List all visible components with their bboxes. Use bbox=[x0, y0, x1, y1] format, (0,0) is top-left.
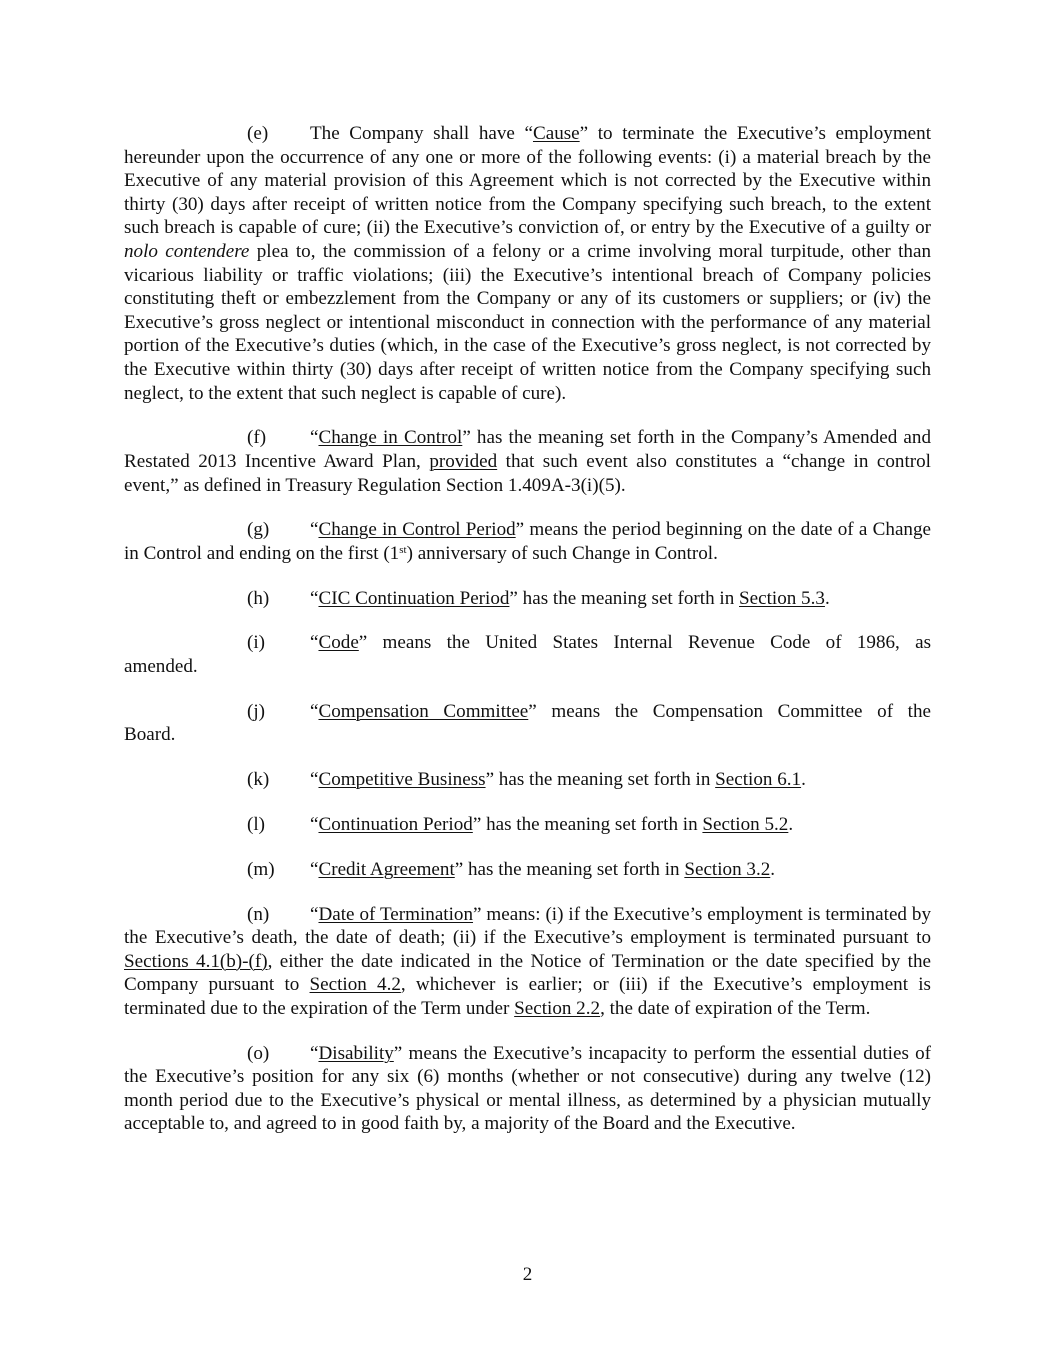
paragraph-g: (g) “Change in Control Period” means the period beginning on the date of a Change in Control and ending on the first (1st) anniversary of such Change in Control. bbox=[124, 519, 931, 564]
defined-term-cause: Cause bbox=[532, 123, 580, 144]
underlined-provided: provided bbox=[429, 450, 498, 472]
item-marker: (l) bbox=[247, 813, 266, 835]
defined-term-compensation-committee: Compensation Committee bbox=[318, 700, 529, 722]
defined-term-credit-agreement: Credit Agreement bbox=[318, 858, 455, 880]
item-marker: (h) bbox=[247, 587, 270, 609]
defined-term-code: Code bbox=[318, 632, 359, 654]
defined-term-cic-continuation-period: CIC Continuation Period bbox=[318, 587, 510, 609]
defined-term-disability: Disability bbox=[318, 1042, 394, 1064]
paragraph-n: (n) “Date of Termination” means: (i) if the Executive’s employment is terminated by the Executive’s death, the date of death; (ii) if the Executive’s employment is terminated pursuant to Sections 4.1(b)-(f), either the date indicated in the Notice of Termination or the date specified by the Company pursuant to Section 4.2, whichever is earlier; or (iii) if the Executive’s employment is terminated due to the expiration of the Term under Section 2.2, the date of expiration of the Term. bbox=[124, 903, 931, 1019]
paragraph-f: (f) “Change in Control” has the meaning set forth in the Company’s Amended and Restated 2013 Incentive Award Plan, provided that such event also constitutes a “change in control event,” as defined in Treasury Regulation Section 1.409A-3(i)(5). bbox=[124, 427, 932, 496]
paragraph-j: (j) “Compensation Committee” means the Compensation Committee of the Board. bbox=[124, 700, 931, 746]
defined-term-continuation-period: Continuation Period bbox=[318, 813, 473, 835]
paragraph-o: (o) “Disability” means the Executive’s incapacity to perform the essential duties of the Executive’s position for any six (6) months (whether or not consecutive) during any twelve (12) month period due to the Executive’s physical or mental illness, as determined by a physician mutually acceptable to, and agreed to in good faith by, a majority of the Board and the Executive. bbox=[124, 1042, 931, 1135]
italic-phrase: nolo contendere bbox=[124, 240, 250, 262]
section-reference[interactable]: Sections 4.1(b)-(f) bbox=[124, 950, 268, 972]
paragraph-l: (l) “Continuation Period” has the meaning set forth in Section 5.2. bbox=[247, 813, 794, 835]
paragraph-m: (m) “Credit Agreement” has the meaning set forth in Section 3.2. bbox=[247, 858, 776, 880]
section-reference[interactable]: Section 4.2 bbox=[309, 974, 401, 996]
defined-term-change-in-control-period: Change in Control Period bbox=[318, 519, 516, 541]
section-reference[interactable]: Section 3.2 bbox=[684, 858, 771, 880]
item-marker: (n) bbox=[247, 903, 270, 925]
item-marker: (e) bbox=[247, 123, 269, 144]
item-marker: (f) bbox=[247, 427, 267, 449]
section-reference[interactable]: Section 2.2 bbox=[514, 997, 601, 1019]
defined-term-competitive-business: Competitive Business bbox=[318, 769, 486, 791]
defined-term-date-of-termination: Date of Termination bbox=[318, 903, 474, 925]
page-number: 2 bbox=[522, 1264, 533, 1285]
defined-term-change-in-control: Change in Control bbox=[318, 427, 463, 449]
item-marker: (k) bbox=[247, 769, 270, 791]
section-reference[interactable]: Section 6.1 bbox=[715, 769, 802, 791]
document-page bbox=[124, 122, 931, 1157]
superscript: st bbox=[399, 543, 407, 556]
item-marker: (m) bbox=[247, 858, 275, 880]
item-marker: (i) bbox=[247, 632, 266, 654]
paragraph-e: (e) The Company shall have “Cause” to terminate the Executive’s employment hereunder upon the occurrence of any one or more of the following events: (i) a material breach by the Executive of any material provision of this Agreement which is not corrected by the Executive within thirty (30) days after receipt of written notice from the Company specifying such breach, to the extent such breach is capable of cure; (ii) the Executive’s conviction of, or entry by the Executive of a guilty or nolo contendere plea to, the commission of a felony or a crime involving moral turpitude, other than vicarious liability or traffic violations; (iii) the Executive’s intentional breach of Company policies constituting theft or embezzlement from the Company or any of its customers or suppliers; or (iv) the Executive’s gross neglect or intentional misconduct in connection with the performance of any material portion of the Executive’s duties (which, in the case of the Executive’s gross neglect, is not corrected by the Executive within thirty (30) days after receipt of written notice from the Company specifying such neglect, to the extent that such neglect is capable of cure). bbox=[124, 123, 932, 404]
paragraph-k: (k) “Competitive Business” has the meaning set forth in Section 6.1. bbox=[247, 769, 806, 791]
paragraph-h: (h) “CIC Continuation Period” has the meaning set forth in Section 5.3. bbox=[247, 587, 830, 609]
section-reference[interactable]: Section 5.2 bbox=[702, 813, 789, 835]
item-marker: (o) bbox=[247, 1042, 270, 1064]
item-marker: (j) bbox=[247, 700, 266, 722]
item-marker: (g) bbox=[247, 519, 270, 541]
paragraph-i: (i) “Code” means the United States Internal Revenue Code of 1986, as amended. bbox=[124, 632, 931, 678]
section-reference[interactable]: Section 5.3 bbox=[739, 587, 825, 609]
